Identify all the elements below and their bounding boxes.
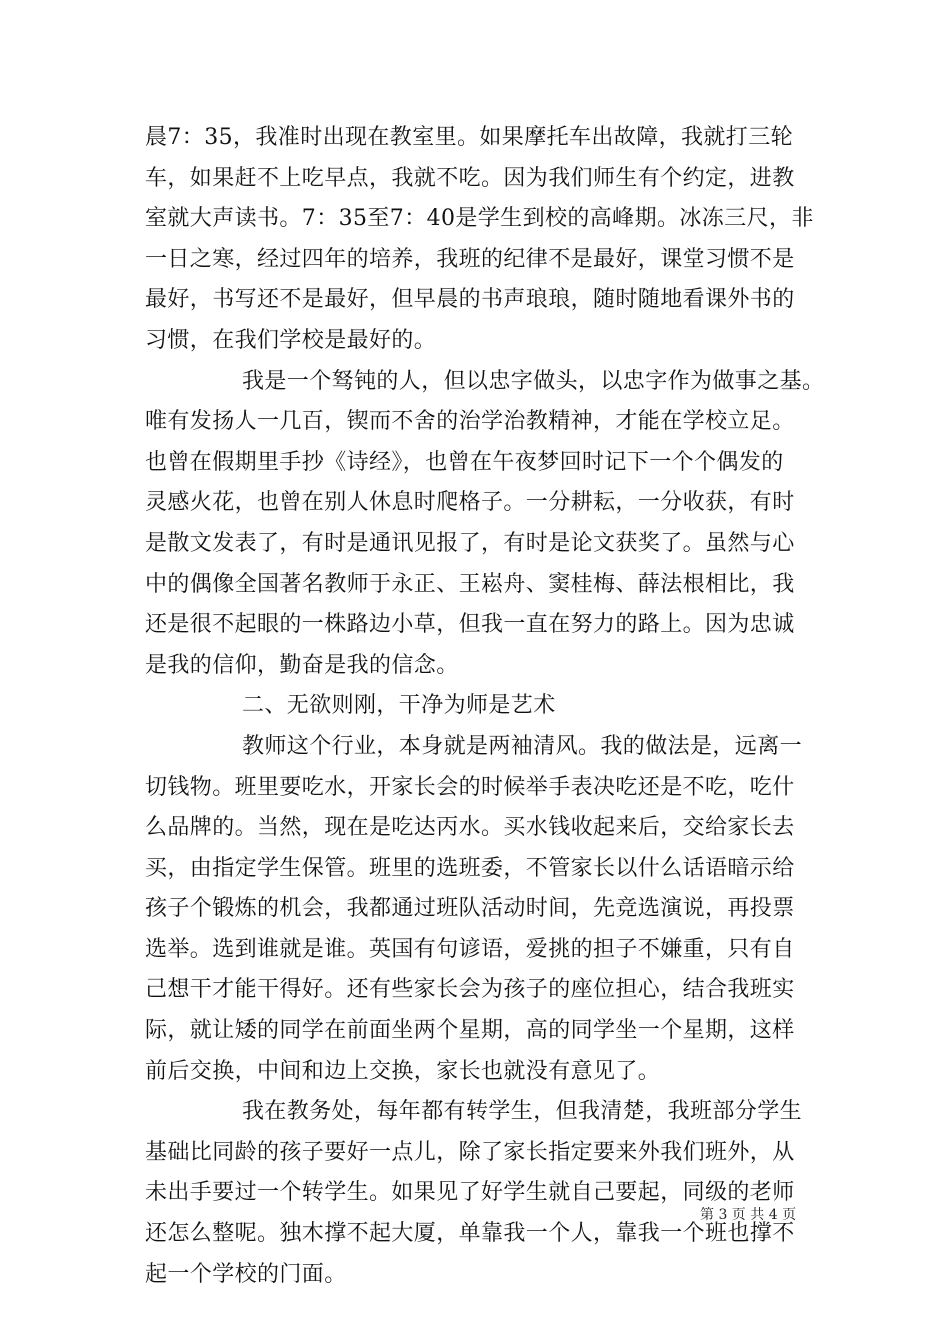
text-line: 一日之寒，经过四年的培养，我班的纪律不是最好，课堂习惯不是 <box>145 246 795 272</box>
text-line: 是散文发表了，有时是通讯见报了，有时是论文获奖了。虽然与心 <box>145 530 795 556</box>
text-line: 还是很不起眼的一株路边小草，但我一直在努力的路上。因为忠诚 <box>145 612 795 638</box>
text-line: 买，由指定学生保管。班里的选班委，不管家长以什么话语暗示给 <box>145 855 795 881</box>
text-line: 起一个学校的门面。 <box>145 1261 347 1287</box>
text-line: 际，就让矮的同学在前面坐两个星期，高的同学坐一个星期，这样 <box>145 1018 795 1044</box>
text-line: 我是一个驽钝的人，但以忠字做头，以忠字作为做事之基。 <box>242 368 825 394</box>
text-line: 教师这个行业，本身就是两袖清风。我的做法是，远离一 <box>242 733 803 759</box>
text-line: 中的偶像全国著名教师于永正、王崧舟、窦桂梅、薛法根相比，我 <box>145 571 795 597</box>
text-line: 二、无欲则刚，干净为师是艺术 <box>242 693 556 719</box>
text-line: 前后交换，中间和边上交换，家长也就没有意见了。 <box>145 1058 661 1084</box>
text-line: 是我的信仰，勤奋是我的信念。 <box>145 652 459 678</box>
text-line: 也曾在假期里手抄《诗经》，也曾在午夜梦回时记下一个个偶发的 <box>145 449 784 475</box>
text-line: 么品牌的。当然，现在是吃达丙水。买水钱收起来后，交给家长去 <box>145 815 795 841</box>
text-line: 还怎么整呢。独木撑不起大厦，单靠我一个人，靠我一个班也撑不 <box>145 1221 795 1247</box>
text-line: 室就大声读书。7：35至7：40是学生到校的高峰期。冰冻三尺，非 <box>145 206 814 232</box>
text-line: 最好，书写还不是最好，但早晨的书声琅琅，随时随地看课外书的 <box>145 287 795 313</box>
text-line: 习惯，在我们学校是最好的。 <box>145 327 437 353</box>
text-line: 晨7：35，我准时出现在教室里。如果摩托车出故障，我就打三轮 <box>145 125 793 150</box>
text-line: 唯有发扬人一几百，锲而不舍的治学治教精神，才能在学校立足。 <box>145 409 795 435</box>
body-text <box>145 118 825 1295</box>
page-footer: 第 3 页 共 4 页 <box>700 1207 797 1223</box>
text-line: 我在教务处，每年都有转学生，但我清楚，我班部分学生 <box>242 1099 803 1125</box>
text-line: 基础比同龄的孩子要好一点儿，除了家长指定要来外我们班外，从 <box>145 1139 795 1165</box>
text-line: 选举。选到谁就是谁。英国有句谚语，爱挑的担子不嫌重，只有自 <box>145 936 795 962</box>
text-line: 车，如果赶不上吃早点，我就不吃。因为我们师生有个约定，进教 <box>145 165 795 191</box>
text-line: 切钱物。班里要吃水，开家长会的时候举手表决吃还是不吃，吃什 <box>145 774 795 800</box>
text-line: 孩子个锻炼的机会，我都通过班队活动时间，先竞选演说，再投票 <box>145 896 795 922</box>
text-line: 己想干才能干得好。还有些家长会为孩子的座位担心，结合我班实 <box>145 977 795 1003</box>
text-line: 灵感火花，也曾在别人休息时爬格子。一分耕耘，一分收获，有时 <box>145 490 795 516</box>
text-line: 未出手要过一个转学生。如果见了好学生就自己要起，同级的老师 <box>145 1180 795 1206</box>
